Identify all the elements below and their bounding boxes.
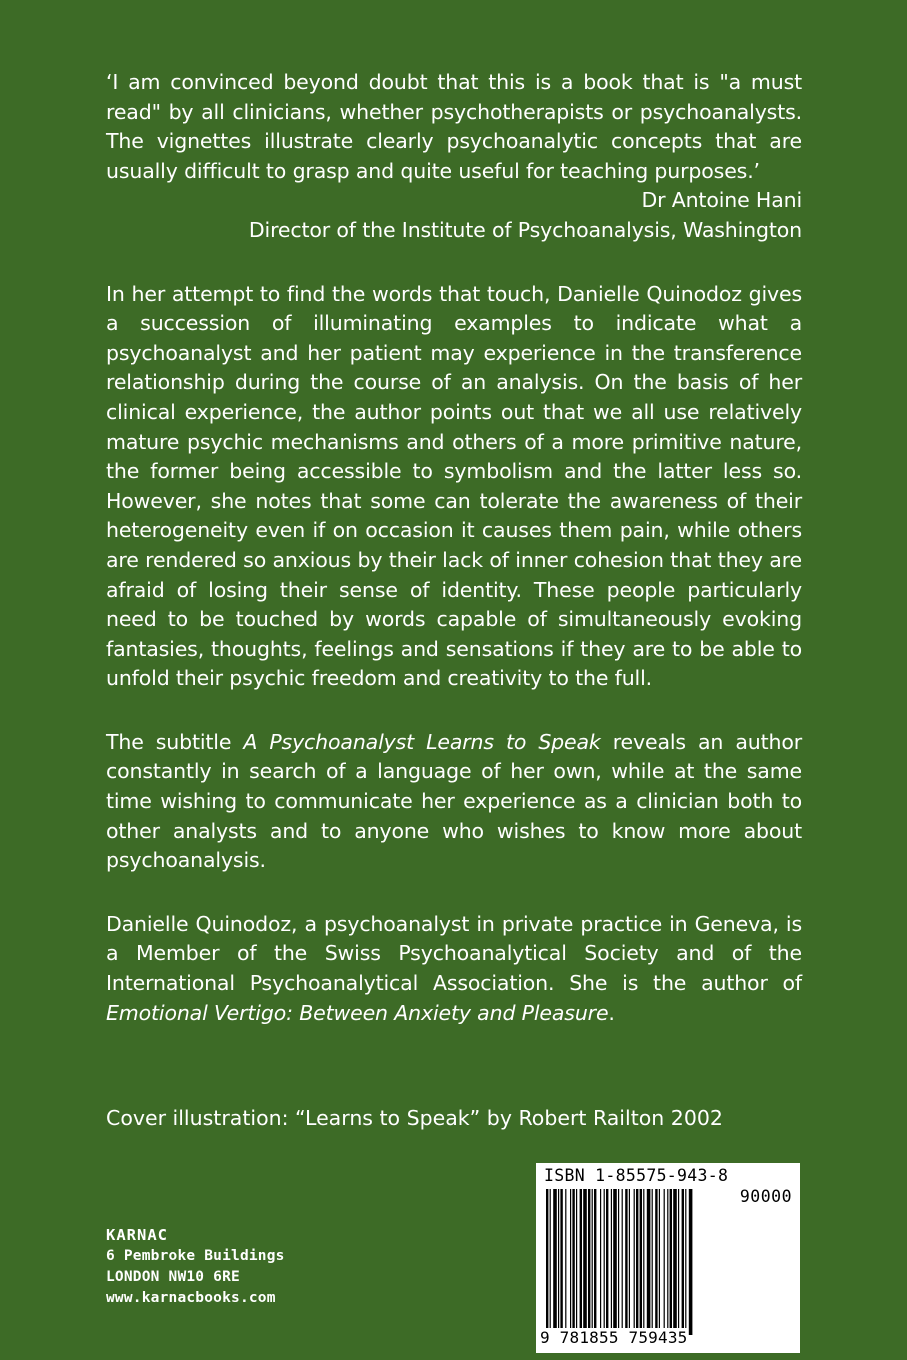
publisher-name: KARNAC <box>106 1226 168 1244</box>
description-paragraph-1: In her attempt to find the words that touch, Danielle Quinodoz gives a succession of illuminating examples to indicate what a psychoanalyst and her patient may experience in the transference relationship during the course of an analysis. On the basis of her clinical experience, the author points out that we all use relatively mature psychic mechanisms and others of a more primitive nature, the former being accessible to symbolism and the latter less so. However, she notes that some can tolerate the awareness of their heterogeneity even if on occasion it causes them pain, while others are rendered so anxious by their lack of inner cohesion that they are afraid of losing their sense of identity. These people particularly need to be touched by words capable of simultaneously evoking fantasies, thoughts, feelings and sensations if they are to be able to unfold their psychic freedom and creativity to the full. <box>106 281 802 691</box>
barcode-bar <box>682 1189 684 1335</box>
barcode-bar <box>553 1189 557 1335</box>
book-subtitle: A Psychoanalyst Learns to Speak <box>243 729 601 754</box>
barcode-bar <box>613 1189 617 1335</box>
barcode-bar <box>572 1189 574 1335</box>
barcode-bar <box>625 1189 627 1335</box>
barcode-bar <box>592 1189 593 1335</box>
barcode-bar <box>643 1189 644 1335</box>
barcode-bar <box>634 1189 635 1335</box>
ean-number: 9 781855 759435 <box>540 1328 688 1347</box>
barcode-bar <box>558 1189 559 1335</box>
barcode-bar <box>670 1189 672 1335</box>
barcode-box <box>536 1163 800 1353</box>
barcode-bar <box>667 1189 668 1335</box>
barcode-bar <box>594 1189 596 1335</box>
barcode-bar <box>622 1189 623 1335</box>
review-quote: ‘I am convinced beyond doubt that this is a book that is "a must read" by all clinicians, whether psychotherapists or psychoanalysts. The vignettes illustrate clearly psychoanalytic concepts that are usually difficult to grasp and quite useful for teaching purposes.’ <box>106 70 802 183</box>
description-paragraph-2 <box>106 728 802 876</box>
barcode-bar <box>640 1189 642 1335</box>
price-code: 90000 <box>739 1187 792 1206</box>
barcode-bar <box>576 1189 577 1335</box>
barcode-bar <box>611 1189 612 1335</box>
barcode-bar <box>689 1189 693 1335</box>
barcode-bar <box>580 1189 582 1335</box>
barcode-bar <box>655 1189 657 1335</box>
barcode-bar <box>560 1189 562 1335</box>
barcode-bar <box>550 1189 551 1335</box>
barcode-bar <box>673 1189 677 1335</box>
barcode-bar <box>629 1189 630 1335</box>
cover-illustration-credit: Cover illustration: “Learns to Speak” by Robert Railton 2002 <box>106 1106 723 1130</box>
barcode-bars <box>546 1189 726 1335</box>
quote-author: Dr Antoine Hani <box>641 188 802 213</box>
barcode-bar <box>678 1189 679 1335</box>
previous-book-title: Emotional Vertigo: Between Anxiety and Pleasure <box>106 1000 609 1025</box>
barcode-bar <box>606 1189 608 1335</box>
barcode-bar <box>570 1189 571 1335</box>
publisher-block <box>106 1225 285 1309</box>
barcode-bar <box>618 1189 619 1335</box>
publisher-address-line1: 6 Pembroke Buildings <box>106 1248 285 1264</box>
author-bio-text: Danielle Quinodoz, a psychoanalyst in private practice in Geneva, is a Member of the Swiss Psychoanalytical Society and of the International Psychoanalytical Association. She is the author of <box>106 911 802 996</box>
subtitle-prefix: The subtitle <box>106 729 244 754</box>
barcode-bar <box>546 1189 548 1335</box>
barcode-bar <box>588 1189 590 1335</box>
isbn-label: ISBN 1-85575-943-8 <box>544 1166 729 1185</box>
publisher-website: www.karnacbooks.com <box>106 1290 276 1306</box>
author-bio: Danielle Quinodoz, a psychoanalyst in private practice in Geneva, is a Member of the Swiss Psychoanalytical Society and of the International Psychoanalytical Association. She is the author of Emotional Vertigo: Between Anxiety and Pleasure. <box>106 911 802 1025</box>
barcode-bar <box>647 1189 651 1335</box>
barcode-bar <box>652 1189 653 1335</box>
barcode-bar <box>664 1189 665 1335</box>
subtitle-rest: reveals an author constantly in search of a language of her own, while at the same time wishing to communicate her experience as a clinician both to other analysts and to anyone who wishes to know more about psychoanalysis. <box>106 729 803 873</box>
barcode-bar <box>604 1189 605 1335</box>
text-column <box>106 68 802 1028</box>
barcode-bar <box>659 1189 660 1335</box>
publisher-address-line2: LONDON NW10 6RE <box>106 1269 240 1285</box>
barcode-bar <box>583 1189 587 1335</box>
quote-author-title: Director of the Institute of Psychoanalysis, Washington <box>248 217 802 242</box>
barcode-bar <box>600 1189 601 1335</box>
barcode-bar <box>565 1189 566 1335</box>
barcode-bar <box>685 1189 686 1335</box>
barcode-bar <box>636 1189 638 1335</box>
